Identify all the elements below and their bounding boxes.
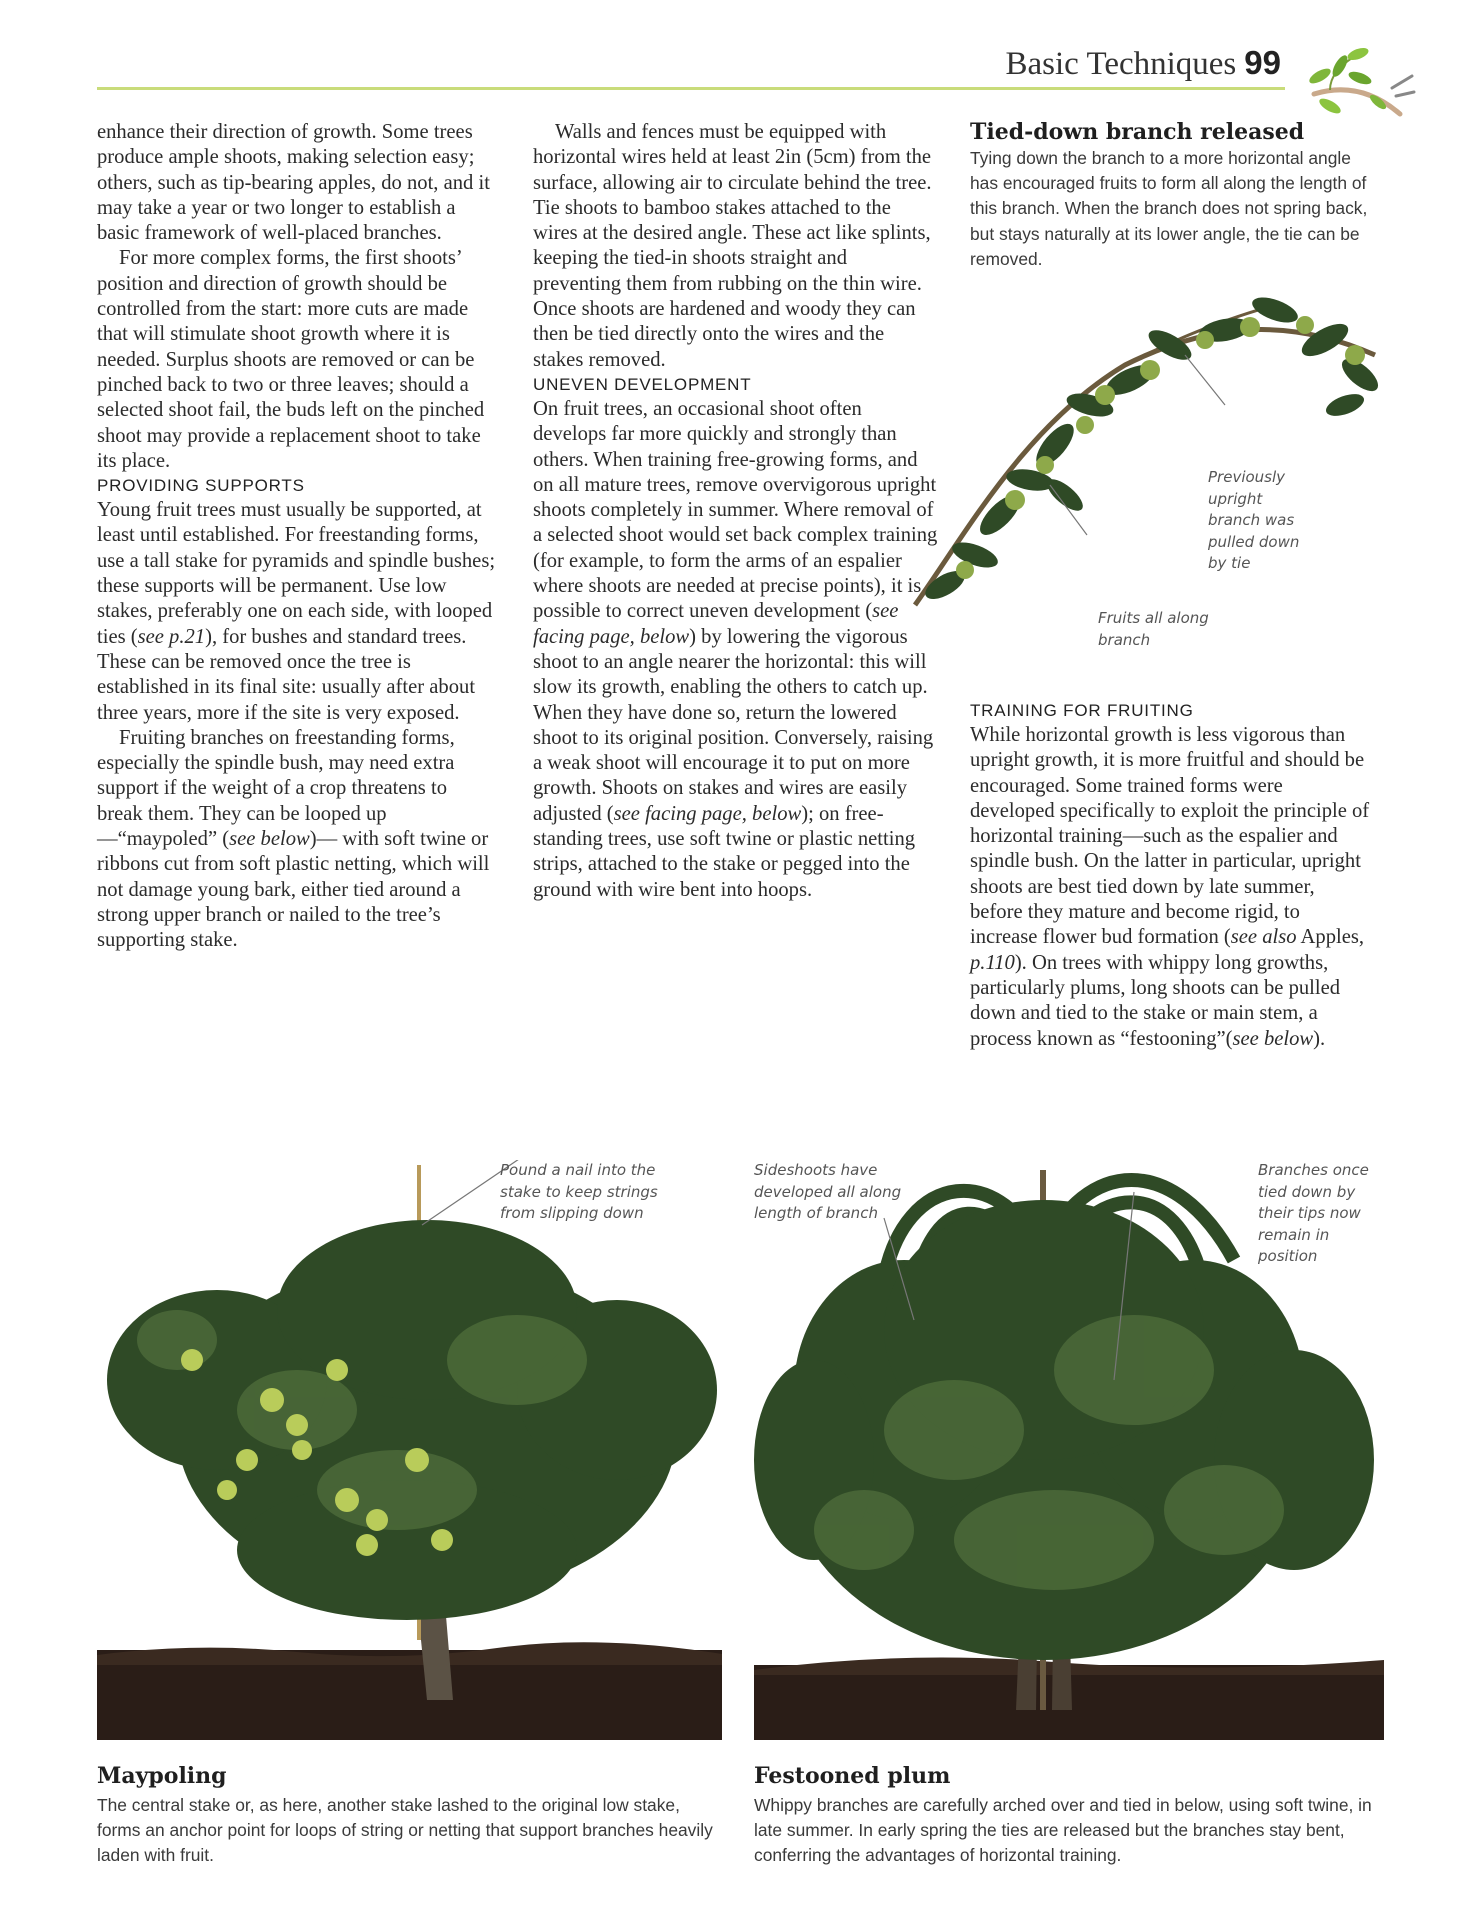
column-2 xyxy=(533,120,938,903)
cross-reference: see p.21 xyxy=(137,625,206,648)
paragraph: On fruit trees, an occasional shoot often develops far more quickly and strongly than others. When training free-growing forms, and on all mature trees, remove overvigorous upright shoots completely in summer. Where removal of a selected shoot would set back complex training (for example, to form the arms of an espalier where shoots are needed at precise points), it is possible to correct uneven development (see facing page, below) by lowering the vigorous shoot to an angle nearer the horizontal: this will slow its growth, enabling the others to catch up. When they have done so, return the lowered shoot to its original position. Conversely, raising a weak shoot will encourage it to put on more growth. Shoots on stakes and wires are easily adjusted (see facing page, below); on free-standing trees, use soft twine or plastic netting strips, attached to the stake or pegged into the ground with wire bent into hoops. xyxy=(533,397,938,901)
caption-text-maypoling: The central stake or, as here, another stake lashed to the original low stake, forms an anchor point for loops of string or netting that support branches heavily laden with fruit. xyxy=(97,1795,713,1866)
annotation-fruits-along-branch: Fruits all along branch xyxy=(1098,609,1209,649)
tied-down-box xyxy=(970,118,1370,272)
paragraph: Walls and fences must be equipped with horizontal wires held at least 2in (5cm) from the surface, allowing air to circulate behind the tree. Tie shoots to bamboo stakes attached to the wires at the desired angle. These act like splints, keeping the tied-in shoots straight and preventing them from rubbing on the thin wire. Once shoots are hardened and woody they can then be tied directly onto the wires and the stakes removed. xyxy=(533,121,932,371)
paragraph: While horizontal growth is less vigorous than upright growth, it is more fruitful and should be encouraged. Some trained forms were developed specifically to exploit the principle of horizontal training—such as the espalier and spindle bush. On the latter in particular, upright shoots are best tied down by late summer, before they mature and become rigid, to increase flower bud formation (see also Apples, p.110). On trees with whippy long growths, particularly plums, long shoots can be pulled down and tied to the stake or main stem, a process known as “festooning”(see below). xyxy=(970,724,1370,1050)
annotation-sideshoots: Sideshoots have developed all along length of branch xyxy=(754,1161,902,1222)
caption-title-festooned: Festooned plum xyxy=(754,1763,951,1789)
paragraph: Fruiting branches on freestanding forms, especially the spindle bush, may need extra support if the weight of a crop threatens to break them. They can be looped up—“maypoled” (see below)— with soft twine or ribbons cut from soft plastic netting, which will not damage young bark, either tied around a strong upper branch or nailed to the tree’s supporting stake. xyxy=(97,726,490,952)
section-title: Basic Techniques xyxy=(1005,46,1237,82)
annotation-previously-upright: Previously upright branch was pulled down by tie xyxy=(1208,468,1300,572)
cross-reference: see below xyxy=(1232,1027,1314,1050)
box-text: Tying down the branch to a more horizontal angle has encouraged fruits to form all along the length of this branch. When the branch does not spring back, but stays naturally at its lower angle, the tie can be removed. xyxy=(970,148,1368,269)
column-1 xyxy=(97,120,497,954)
caption-text-festooned: Whippy branches are carefully arched over and tied in below, using soft twine, in late summer. In early spring the ties are released but the branches stay bent, conferring the advantages of horizontal training. xyxy=(754,1795,1372,1866)
running-head xyxy=(1006,44,1282,83)
annotation-branches-tied: Branches once tied down by their tips now remain in position xyxy=(1258,1161,1369,1265)
cross-reference: see facing page, below xyxy=(613,802,802,825)
box-title: Tied-down branch released xyxy=(970,119,1305,145)
cross-reference: see also xyxy=(1230,926,1297,949)
paragraph: For more complex forms, the first shoots’ position and direction of growth should be controlled from the start: more cuts are made that will stimulate shoot growth where it is needed. Surplus shoots are removed or can be pinched back to two or three leaves; should a selected shoot fail, the buds left on the pinched shoot may provide a replacement shoot to take its place. xyxy=(97,247,485,472)
cross-reference: p.110 xyxy=(970,951,1015,974)
annotation-nail: Pound a nail into the stake to keep strings from slipping down xyxy=(500,1161,658,1222)
header-rule xyxy=(97,87,1285,90)
paragraph: Young fruit trees must usually be supported, at least until established. For freestanding forms, use a tall stake for pyramids and spindle bushes; these supports will be permanent. Use low stakes, preferably one on each side, with looped ties (see p.21), for bushes and standard trees. These can be removed once the tree is established in its final site: usually after about three years, more if the site is very exposed. xyxy=(97,499,496,724)
section-heading: PROVIDING SUPPORTS xyxy=(97,476,305,496)
caption-title-maypoling: Maypoling xyxy=(97,1763,227,1789)
paragraph: enhance their direction of growth. Some trees produce ample shoots, making selection easy; others, such as tip-bearing apples, do not, and it may take a year or two longer to establish a basic framework of well-placed branches. xyxy=(97,121,490,245)
maypoling-photo xyxy=(97,1160,722,1740)
cross-reference: see facing page, below xyxy=(533,600,899,648)
section-heading: UNEVEN DEVELOPMENT xyxy=(533,374,752,394)
page-number: 99 xyxy=(1244,44,1281,81)
cross-reference: see below xyxy=(229,828,310,851)
section-heading: TRAINING FOR FRUITING xyxy=(970,701,1194,720)
leaf-sprig-icon xyxy=(1300,36,1420,126)
branch-photo xyxy=(905,285,1385,645)
column-3-text xyxy=(970,699,1370,1052)
